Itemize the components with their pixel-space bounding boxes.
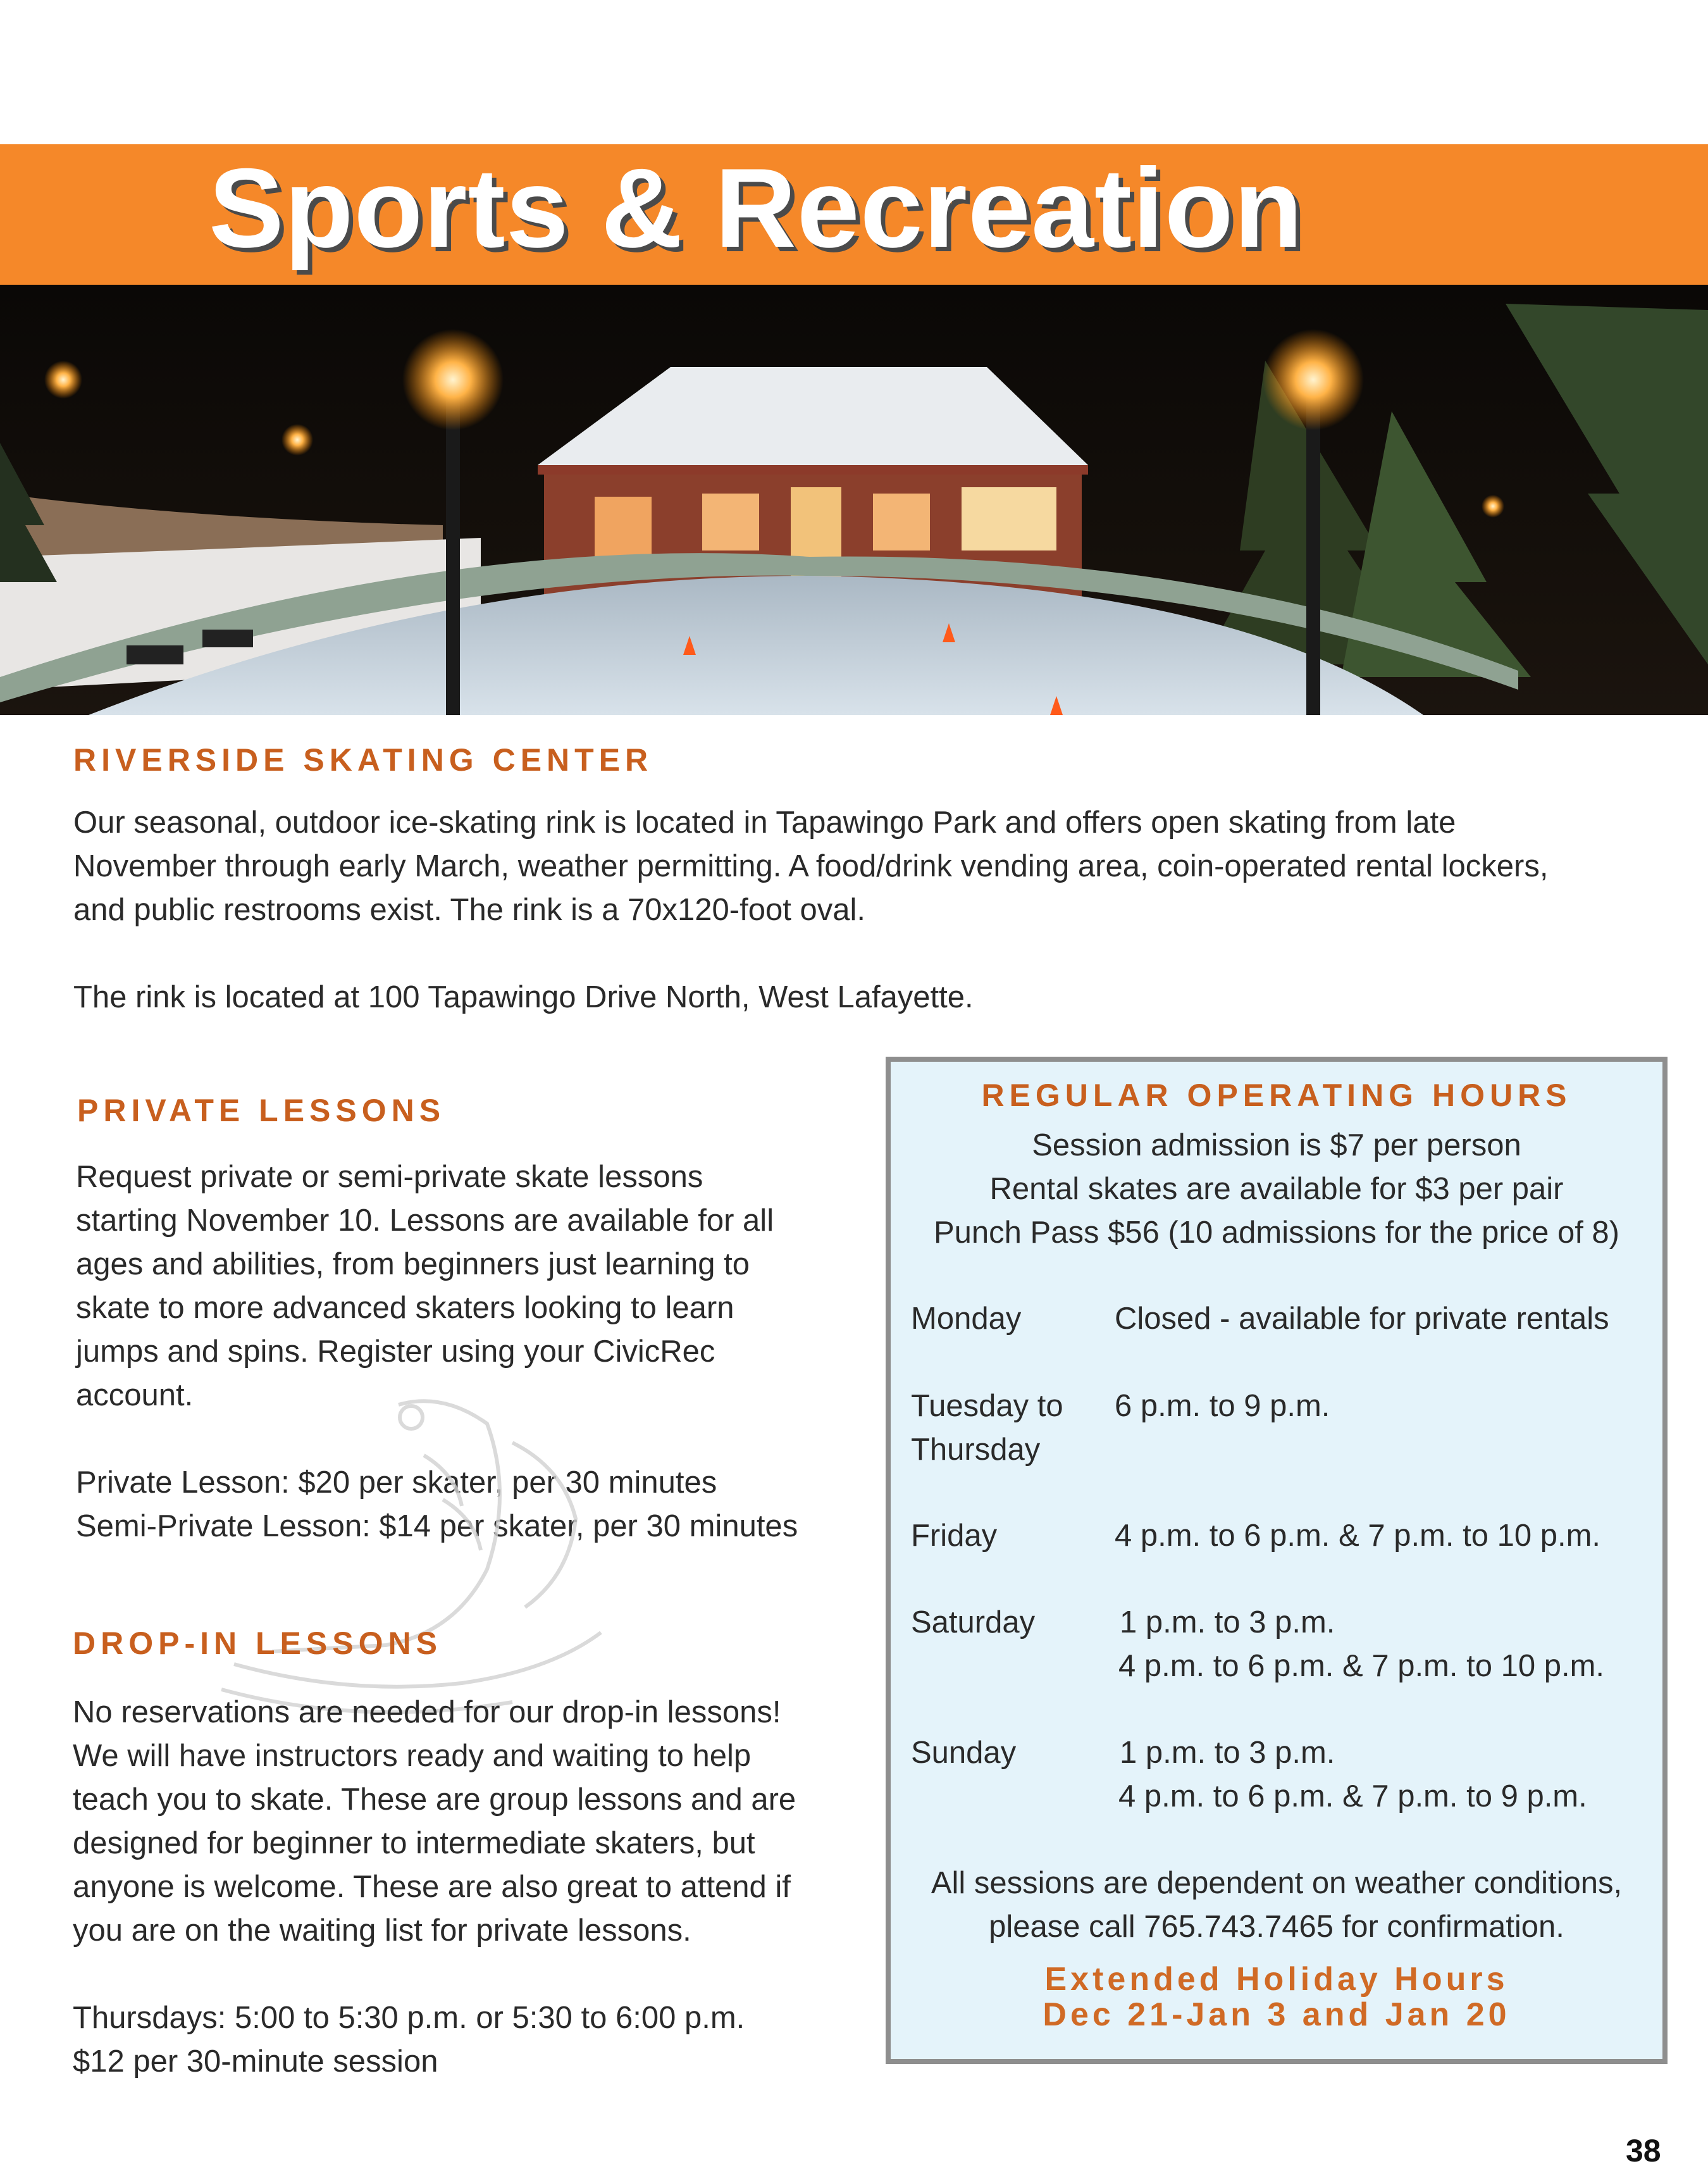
drop-in-line: anyone is welcome. These are also great to attend if <box>73 1870 791 1904</box>
hours-saturday-1: 1 p.m. to 3 p.m. <box>1120 1605 1335 1639</box>
private-lessons-line: account. <box>76 1378 194 1412</box>
private-lessons-line: Request private or semi-private skate lessons <box>76 1160 703 1194</box>
private-lessons-line: jumps and spins. Register using your CivicRec <box>76 1334 715 1369</box>
private-lessons-line: skate to more advanced skaters looking to learn <box>76 1291 734 1325</box>
semi-private-lesson-price: Semi-Private Lesson: $14 per skater, per 30 minutes <box>76 1509 798 1543</box>
hours-monday: Closed - available for private rentals <box>1115 1302 1609 1336</box>
operating-hours-box <box>886 1057 1668 2064</box>
skating-center-line: Our seasonal, outdoor ice-skating rink is located in Tapawingo Park and offers open skating from late <box>73 805 1456 840</box>
day-tuesday-thursday: Tuesday to <box>911 1389 1063 1423</box>
hours-tuesday-thursday: 6 p.m. to 9 p.m. <box>1115 1389 1330 1423</box>
admission-info <box>891 1124 1662 1255</box>
drop-in-line: teach you to skate. These are group lessons and are <box>73 1782 796 1817</box>
weather-note <box>891 1862 1662 1949</box>
drop-in-heading: DROP-IN LESSONS <box>73 1626 442 1661</box>
drop-in-line: No reservations are needed for our drop-in lessons! <box>73 1695 781 1729</box>
holiday-hours-dates: Dec 21-Jan 3 and Jan 20 <box>1043 1996 1511 2033</box>
private-lessons-line: starting November 10. Lessons are available for all <box>76 1203 774 1238</box>
page-number: 38 <box>1626 2133 1661 2168</box>
drop-in-schedule: Thursdays: 5:00 to 5:30 p.m. or 5:30 to 6:00 p.m. <box>73 2001 745 2035</box>
drop-in-description <box>73 1691 876 2084</box>
drop-in-line: designed for beginner to intermediate skaters, but <box>73 1826 755 1860</box>
drop-in-price: $12 per 30-minute session <box>73 2044 438 2079</box>
hours-sunday-2: 4 p.m. to 6 p.m. & 7 p.m. to 9 p.m. <box>1118 1779 1587 1813</box>
skating-center-location: The rink is located at 100 Tapawingo Drive North, West Lafayette. <box>73 980 974 1014</box>
hours-saturday-2: 4 p.m. to 6 p.m. & 7 p.m. to 10 p.m. <box>1118 1649 1604 1683</box>
drop-in-line: you are on the waiting list for private lessons. <box>73 1913 691 1948</box>
private-lesson-price: Private Lesson: $20 per skater, per 30 minutes <box>76 1465 717 1500</box>
skating-center-line: November through early March, weather permitting. A food/drink vending area, coin-operated rental lockers, <box>73 849 1549 883</box>
day-sunday: Sunday <box>911 1736 1017 1770</box>
rental-skates-price: Rental skates are available for $3 per pair <box>989 1172 1564 1206</box>
weather-note-line: please call 765.743.7465 for confirmation. <box>989 1910 1564 1944</box>
admission-price: Session admission is $7 per person <box>1032 1128 1521 1162</box>
weather-note-line: All sessions are dependent on weather conditions, <box>931 1866 1623 1900</box>
skating-center-description <box>73 801 1680 1019</box>
hours-friday: 4 p.m. to 6 p.m. & 7 p.m. to 10 p.m. <box>1115 1519 1600 1553</box>
hours-sunday-1: 1 p.m. to 3 p.m. <box>1120 1736 1335 1770</box>
day-monday: Monday <box>911 1302 1022 1336</box>
skating-center-line: and public restrooms exist. The rink is a 70x120-foot oval. <box>73 893 865 927</box>
holiday-hours-title: Extended Holiday Hours <box>1044 1961 1509 1998</box>
day-tuesday-thursday-2: Thursday <box>911 1433 1041 1467</box>
private-lessons-line: ages and abilities, from beginners just learning to <box>76 1247 750 1281</box>
day-friday: Friday <box>911 1519 998 1553</box>
hero-image <box>0 285 1708 715</box>
skate-watermark-icon <box>158 1367 639 1746</box>
day-saturday: Saturday <box>911 1605 1036 1639</box>
drop-in-line: We will have instructors ready and waiting to help <box>73 1739 752 1773</box>
page-title: Sports & Recreation <box>209 145 1304 271</box>
private-lessons-heading: PRIVATE LESSONS <box>77 1093 446 1128</box>
operating-hours-heading: REGULAR OPERATING HOURS <box>981 1078 1572 1113</box>
punch-pass-price: Punch Pass $56 (10 admissions for the price of 8) <box>933 1216 1619 1250</box>
skating-center-heading: RIVERSIDE SKATING CENTER <box>73 742 653 778</box>
